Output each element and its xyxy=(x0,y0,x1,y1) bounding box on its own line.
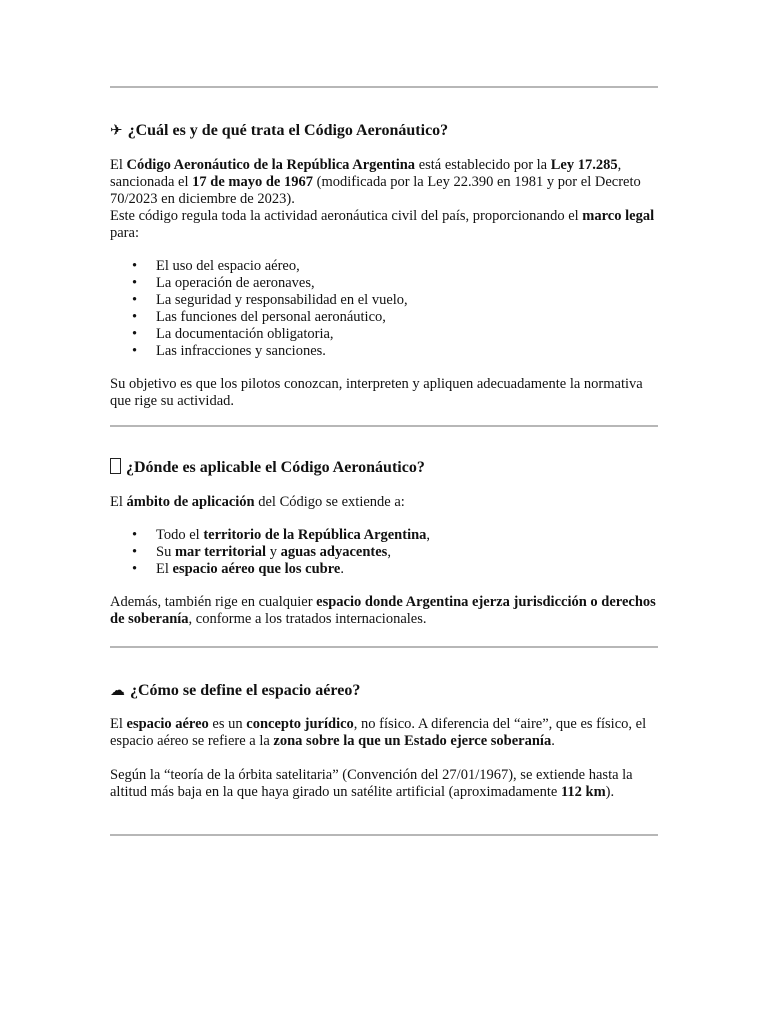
list-item xyxy=(110,527,658,544)
paragraph-regulation xyxy=(110,208,658,242)
bold-run: Ley 17.285 xyxy=(550,157,618,173)
bold-run: concepto jurídico xyxy=(246,716,354,732)
text-run: para: xyxy=(110,225,139,241)
bold-run: 112 km xyxy=(560,784,606,800)
text-run: , conforme a los tratados internacionales. xyxy=(188,611,427,627)
bold-run: mar territorial xyxy=(174,544,267,560)
heading-text: ¿Cuál es y de qué trata el Código Aeronáutico? xyxy=(127,122,449,139)
bold-run: ámbito de aplicación xyxy=(126,494,255,510)
list-item xyxy=(110,561,658,578)
list-item xyxy=(110,544,658,561)
text-run: del Código se extiende a: xyxy=(254,494,405,510)
text-run: , xyxy=(387,544,391,560)
text-run: El xyxy=(156,561,173,577)
text-run: El xyxy=(110,494,127,510)
text-run: Además, también rige en cualquier xyxy=(110,594,317,610)
bold-run: 17 de mayo de 1967 xyxy=(192,174,313,190)
paragraph-ambito xyxy=(110,494,658,511)
section-heading-como-se-define xyxy=(110,680,658,701)
text-run: ). xyxy=(605,784,615,800)
section-ambito xyxy=(110,458,658,628)
text-run: , sancionada el xyxy=(110,157,622,190)
section-espacio-aereo xyxy=(110,680,658,801)
text-run: Su xyxy=(156,544,175,560)
missing-glyph-icon xyxy=(110,458,121,474)
text-run: El xyxy=(110,157,127,173)
bold-run: Código Aeronáutico de la República Argentina xyxy=(126,157,416,173)
bold-run: aguas adyacentes xyxy=(280,544,388,560)
text-run: (modificada por la Ley 22.390 en 1981 y por el Decreto 70/2023 en diciembre de 2023). xyxy=(110,174,641,207)
cloud-icon: ☁ xyxy=(110,681,125,699)
list-item: • La seguridad y responsabilidad en el vuelo, xyxy=(110,292,658,309)
list-item: • Las infracciones y sanciones. xyxy=(110,343,658,360)
bold-run: espacio aéreo xyxy=(126,716,209,732)
paragraph-objective: Su objetivo es que los pilotos conozcan, interpreten y apliquen adecuadamente la normativa que rige su actividad. xyxy=(110,376,643,409)
bold-run: zona sobre la que un Estado ejerce soberanía xyxy=(273,733,552,749)
text-run: El xyxy=(110,716,127,732)
horizontal-rule-bottom xyxy=(110,834,658,836)
bold-run: espacio donde Argentina ejerza jurisdicción o derechos de soberanía xyxy=(110,594,656,627)
text-run: Este código regula toda la actividad aeronáutica civil del país, proporcionando el xyxy=(110,208,583,224)
paragraph-orbita xyxy=(110,767,658,801)
horizontal-rule-top xyxy=(110,86,658,88)
regulated-topics-list xyxy=(110,258,658,360)
section-heading-donde xyxy=(110,458,658,478)
text-run: y xyxy=(266,544,281,560)
horizontal-rule xyxy=(110,646,658,648)
paragraph-jurisdiccion xyxy=(110,594,658,628)
text-run: Todo el xyxy=(156,527,204,543)
list-item: • El uso del espacio aéreo, xyxy=(110,258,658,275)
text-run: , no físico. A diferencia del “aire”, que es físico, el espacio aéreo se refiere a la xyxy=(110,716,647,749)
section-heading-cual-es xyxy=(110,120,658,141)
list-item: • La operación de aeronaves, xyxy=(110,275,658,292)
list-item: • Las funciones del personal aeronáutico, xyxy=(110,309,658,326)
airplane-icon: ✈ xyxy=(110,121,123,139)
text-run: es un xyxy=(208,716,247,732)
heading-text: ¿Cómo se define el espacio aéreo? xyxy=(130,682,361,699)
text-run: está establecido por la xyxy=(415,157,551,173)
list-item: • La documentación obligatoria, xyxy=(110,326,658,343)
bold-run: espacio aéreo que los cubre xyxy=(172,561,341,577)
heading-text: ¿Dónde es aplicable el Código Aeronáutico? xyxy=(126,459,425,476)
bold-run: territorio de la República Argentina xyxy=(203,527,427,543)
bold-run: marco legal xyxy=(582,208,655,224)
text-run: , xyxy=(426,527,431,543)
paragraph-definicion xyxy=(110,716,658,750)
text-run: . xyxy=(551,733,555,749)
horizontal-rule xyxy=(110,425,658,427)
ambito-list xyxy=(110,527,658,578)
text-run: Según la “teoría de la órbita satelitaria” (Convención del 27/01/1967), se extiende hasta la altitud más baja en la que haya girado un satélite artificial (aproximadamente xyxy=(110,767,633,800)
section-codigo-aeronautico xyxy=(110,120,658,410)
paragraph-intro xyxy=(110,157,658,208)
text-run: . xyxy=(340,561,344,577)
